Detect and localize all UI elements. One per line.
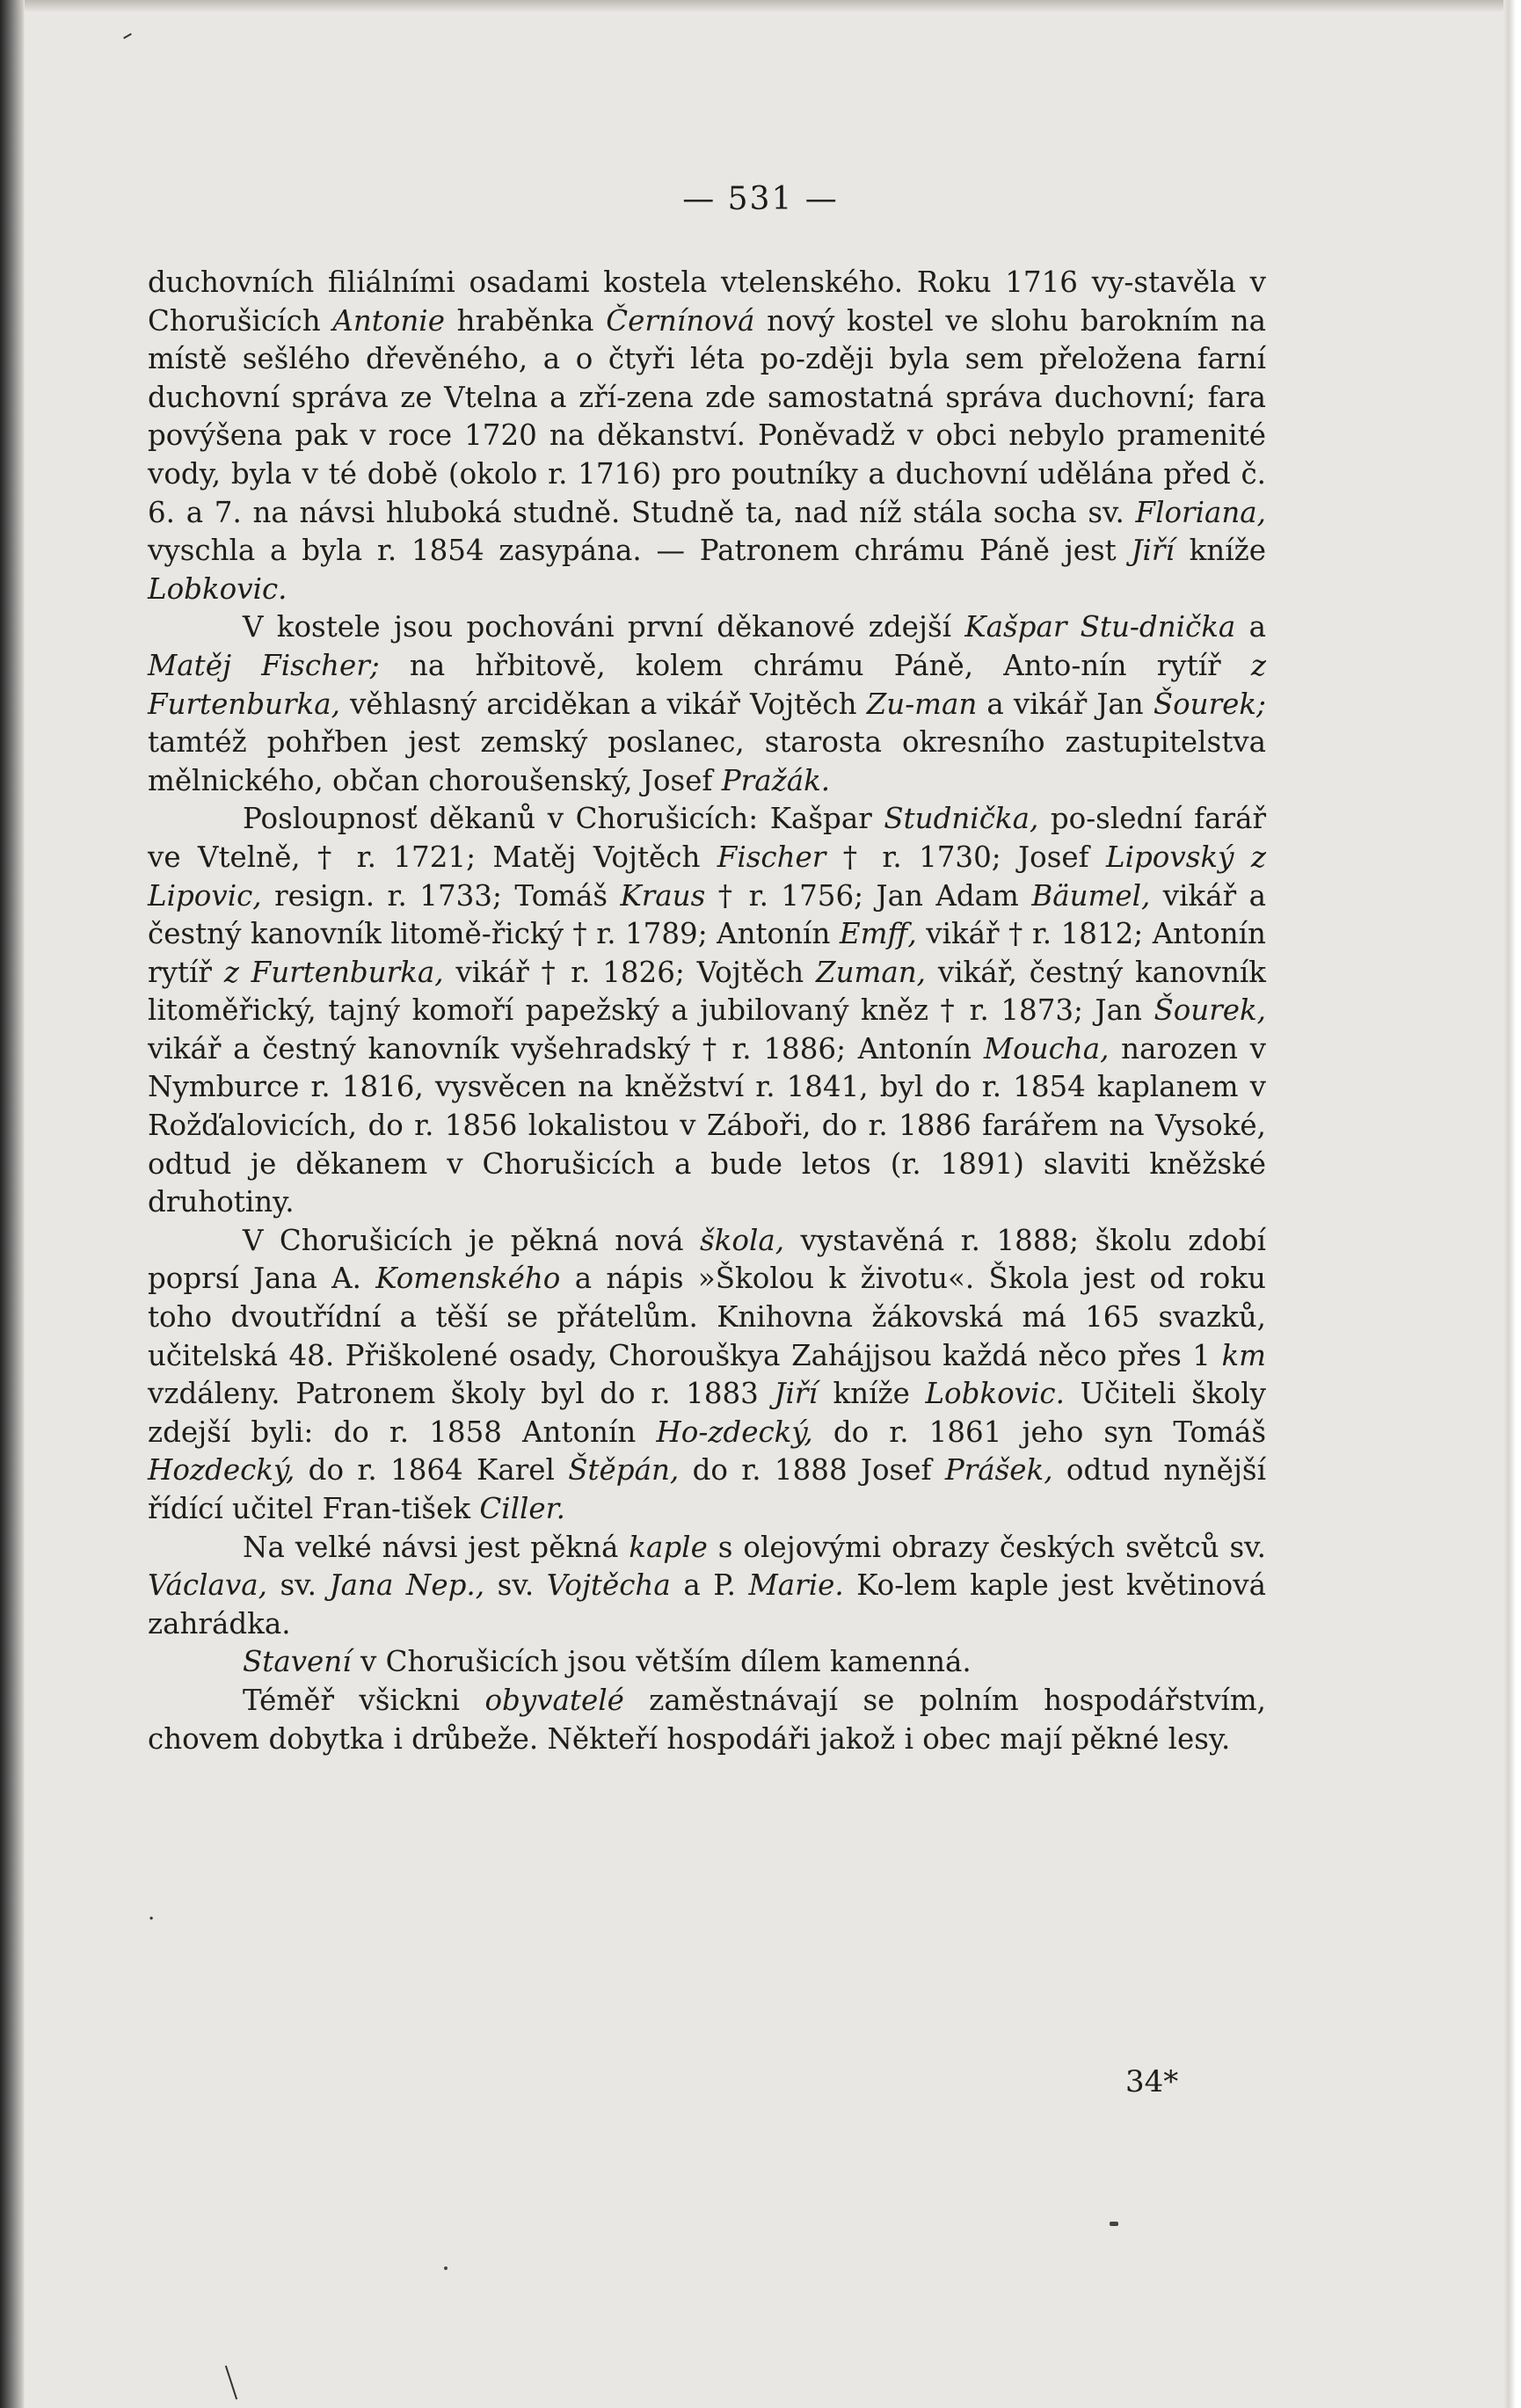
paragraph bbox=[148, 1529, 1266, 1644]
page-number: — 531 — bbox=[682, 181, 839, 217]
text-run: sv. bbox=[484, 1568, 547, 1603]
body-text bbox=[148, 264, 1266, 1758]
text-run: vikář, čestný kanovník litoměřický, tajný komoří papežský a jubilovaný kněz † r. 1873; Jan bbox=[148, 955, 1267, 1028]
italic-name: Zuman, bbox=[816, 955, 927, 989]
text-run: a bbox=[1235, 610, 1266, 644]
italic-name: Jiří bbox=[1131, 534, 1175, 568]
paragraph bbox=[148, 264, 1266, 608]
italic-name: z Furtenburka, bbox=[148, 648, 1266, 721]
text-run: tamtéž pohřben jest zemský poslanec, starosta okresního zastupitelstva mělnického, občan choroušenský, Josef bbox=[148, 725, 1266, 797]
italic-name: Emff, bbox=[839, 917, 917, 951]
italic-name: škola, bbox=[700, 1223, 785, 1257]
text-run: V Chorušicích je pěkná nová bbox=[243, 1223, 700, 1257]
italic-name: Fischer bbox=[717, 840, 826, 874]
text-run: † r. 1756; Jan Adam bbox=[705, 878, 1032, 913]
page-top-shadow bbox=[0, 0, 1521, 12]
text-run: kníže bbox=[1174, 534, 1266, 568]
italic-name: Šourek, bbox=[1153, 993, 1266, 1028]
text-run: kníže bbox=[817, 1377, 926, 1411]
italic-name: Ciller. bbox=[479, 1492, 565, 1525]
italic-name: Lobkovic. bbox=[148, 571, 287, 606]
text-run: Posloupnosť děkanů v Chorušicích: Kašpar bbox=[243, 802, 884, 836]
italic-name: kaple bbox=[629, 1530, 708, 1564]
text-run: nový kostel ve slohu barokním na místě sešlého dřevěného, a o čtyři léta po-zději byla sem přeložena farní duchovní správa ze Vtelna a zří-zena zde samostatná správa duchovní; fara povýšena pak v roce 1720 na děkanství. Poněvadž v obci nebylo pramenité vody, byla v té době (okolo r. 1716) pro poutníky a duchovní udělána před č. 6. a 7. na návsi hluboká studně. Studně ta, nad níž stála socha sv. bbox=[148, 303, 1267, 529]
page-right-edge bbox=[1503, 0, 1521, 2408]
italic-name: Jana Nep., bbox=[329, 1568, 485, 1603]
text-run: s olejovými obrazy českých světců sv. bbox=[707, 1530, 1266, 1564]
italic-name: Floriana, bbox=[1135, 495, 1266, 529]
italic-name: Matěj Fischer; bbox=[148, 648, 380, 682]
italic-name: Studnička, bbox=[884, 802, 1039, 836]
italic-name: Stavení bbox=[243, 1645, 352, 1679]
italic-name: Černínová bbox=[606, 303, 755, 338]
dust-speck bbox=[1110, 2222, 1118, 2226]
text-run: do r. 1864 Karel bbox=[295, 1453, 569, 1488]
text-run: zaměstnávají se polním hospodářstvím, chovem dobytka i drůbeže. Někteří hospodáři jakož i obec mají pěkné lesy. bbox=[148, 1683, 1267, 1756]
italic-name: Komenského bbox=[375, 1262, 561, 1296]
text-run: sv. bbox=[266, 1568, 330, 1603]
scratch-mark bbox=[225, 2366, 237, 2400]
italic-name: Hozdecký, bbox=[148, 1453, 295, 1488]
text-run: po-slední farář ve Vtelně, † r. 1721; Matěj Vojtěch bbox=[148, 802, 1266, 874]
italic-name: Vojtěcha bbox=[546, 1568, 671, 1603]
paragraph bbox=[148, 1222, 1266, 1529]
text-run: v Chorušicích jsou větším dílem kamenná. bbox=[351, 1645, 972, 1679]
italic-name: Václava, bbox=[148, 1568, 267, 1603]
text-run: duchovních filiálními osadami kostela vtelenského. Roku 1716 vy-stavěla v Chorušicích bbox=[148, 266, 1266, 338]
text-run: vzdáleny. Patronem školy byl do r. 1883 bbox=[148, 1377, 775, 1411]
italic-name: Kraus bbox=[620, 878, 706, 913]
italic-name: Prášek, bbox=[944, 1453, 1053, 1488]
text-run: vyschla a byla r. 1854 zasypána. — Patronem chrámu Páně jest bbox=[148, 534, 1132, 568]
text-run: a vikář Jan bbox=[977, 687, 1153, 721]
text-run: do r. 1888 Josef bbox=[679, 1453, 945, 1488]
page-binding-edge bbox=[0, 0, 25, 2408]
text-run: narozen v Nymburce r. 1816, vysvěcen na kněžství r. 1841, byl do r. 1854 kaplanem v Rožďalovicích, do r. 1856 lokalistou v Záboři, do r. 1886 farářem na Vysoké, odtud je děkanem v Chorušicích a bude letos (r. 1891) slaviti kněžské druhotiny. bbox=[148, 1031, 1266, 1219]
text-run: a P. bbox=[670, 1568, 749, 1603]
italic-name: Šourek; bbox=[1153, 687, 1267, 721]
italic-name: Lobkovic. bbox=[925, 1377, 1065, 1411]
text-run: Téměř všickni bbox=[243, 1683, 485, 1717]
printer-signature: 34* bbox=[1125, 2064, 1179, 2099]
italic-name: Bäumel, bbox=[1031, 878, 1151, 913]
text-run: a nápis »Školou k životu«. Škola jest od roku toho dvoutřídní a těší se přátelům. Knihovna žákovská má 165 svazků, učitelská 48. Přiškolené osady, Chorouškya Zahájjsou každá něco přes 1 bbox=[148, 1262, 1266, 1372]
italic-name: Jiří bbox=[774, 1377, 818, 1411]
italic-name: Moucha, bbox=[983, 1031, 1110, 1066]
italic-name: Pražák. bbox=[721, 763, 831, 797]
text-run: vikář † r. 1812; Antonín rytíř bbox=[148, 917, 1266, 989]
italic-name: Kašpar Stu-dnička bbox=[964, 610, 1236, 644]
text-run: Na velké návsi jest pěkná bbox=[243, 1530, 630, 1564]
scratch-mark bbox=[123, 33, 132, 40]
text-run: † r. 1730; Josef bbox=[826, 840, 1107, 874]
text-run: resign. r. 1733; Tomáš bbox=[261, 878, 621, 913]
italic-name: Antonie bbox=[332, 303, 445, 338]
text-run: odtud nynější řídící učitel Fran-tišek bbox=[148, 1453, 1266, 1525]
text-run: Učiteli školy zdejší byli: do r. 1858 Antonín bbox=[148, 1377, 1266, 1449]
italic-name: obyvatelé bbox=[484, 1683, 624, 1717]
italic-name: Štěpán, bbox=[568, 1453, 680, 1488]
text-run: V kostele jsou pochováni první děkanové zdejší bbox=[243, 610, 965, 644]
text-run: vystavěná r. 1888; školu zdobí poprsí Jana A. bbox=[148, 1223, 1266, 1296]
text-run: na hřbitově, kolem chrámu Páně, Anto-nín rytíř bbox=[379, 648, 1251, 682]
paragraph bbox=[148, 1682, 1266, 1758]
text-run: hraběnka bbox=[444, 303, 607, 338]
italic-name: Marie. bbox=[748, 1568, 844, 1603]
text-run: vikář † r. 1826; Vojtěch bbox=[443, 955, 817, 989]
italic-name: Zu-man bbox=[866, 687, 978, 721]
text-run: vikář a čestný kanovník vyšehradský † r. 1886; Antonín bbox=[148, 1031, 984, 1066]
paragraph bbox=[148, 800, 1266, 1222]
stray-mark: · bbox=[148, 1906, 156, 1932]
italic-name: Ho-zdecký, bbox=[656, 1415, 813, 1449]
italic-name: z Furtenburka, bbox=[223, 955, 444, 989]
italic-name: Lipovský z Lipovic, bbox=[148, 840, 1266, 913]
paragraph bbox=[148, 608, 1266, 800]
dust-speck bbox=[444, 2266, 448, 2270]
text-run: věhlasný arciděkan a vikář Vojtěch bbox=[339, 687, 867, 721]
italic-name: km bbox=[1221, 1338, 1266, 1372]
text-run: vikář a čestný kanovník litomě-řický † r. 1789; Antonín bbox=[148, 878, 1266, 951]
text-run: do r. 1861 jeho syn Tomáš bbox=[812, 1415, 1266, 1449]
text-run: Ko-lem kaple jest květinová zahrádka. bbox=[148, 1568, 1266, 1640]
paragraph bbox=[148, 1643, 1266, 1682]
